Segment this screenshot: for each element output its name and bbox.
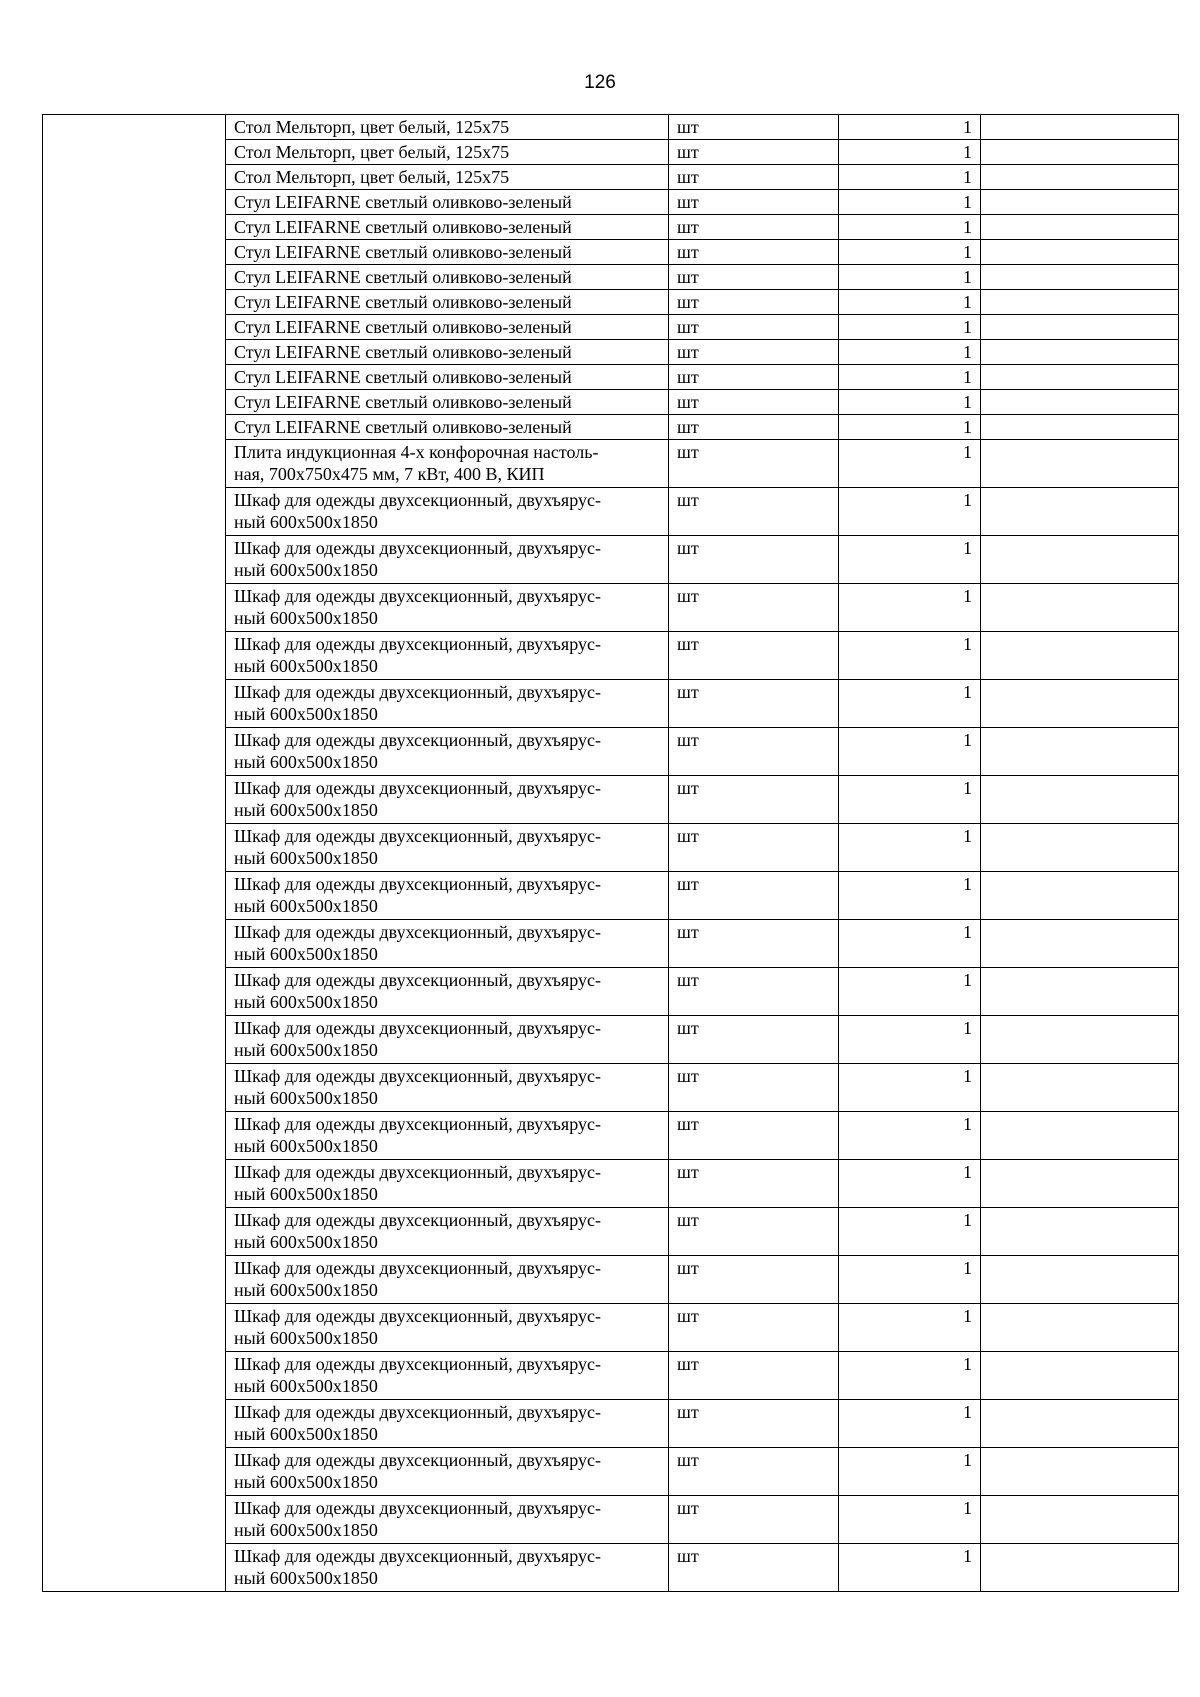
quantity-cell: 1 — [839, 536, 981, 584]
item-name-cell — [226, 824, 669, 872]
item-name-cell — [226, 340, 669, 365]
item-name-line: Стул LEIFARNE светлый оливково-зеленый — [234, 342, 572, 362]
note-cell — [981, 776, 1179, 824]
note-cell — [981, 1256, 1179, 1304]
unit-cell: шт — [669, 1016, 839, 1064]
item-name-line: ный 600х500х1850 — [234, 1568, 378, 1588]
item-name-cell — [226, 872, 669, 920]
note-cell — [981, 536, 1179, 584]
inventory-table — [42, 114, 1179, 1592]
note-cell — [981, 165, 1179, 190]
item-name-cell — [226, 140, 669, 165]
item-name-cell — [226, 728, 669, 776]
note-cell — [981, 488, 1179, 536]
quantity-cell: 1 — [839, 390, 981, 415]
item-name-line: Шкаф для одежды двухсекционный, двухъярус- — [234, 874, 601, 894]
note-cell — [981, 115, 1179, 140]
note-cell — [981, 632, 1179, 680]
unit-cell: шт — [669, 1256, 839, 1304]
note-cell — [981, 140, 1179, 165]
quantity-cell: 1 — [839, 728, 981, 776]
quantity-cell: 1 — [839, 584, 981, 632]
unit-cell: шт — [669, 1208, 839, 1256]
item-name-line: Стул LEIFARNE светлый оливково-зеленый — [234, 317, 572, 337]
item-name-line: ный 600х500х1850 — [234, 1088, 378, 1108]
unit-cell: шт — [669, 140, 839, 165]
item-name-line: Шкаф для одежды двухсекционный, двухъярус- — [234, 1066, 601, 1086]
quantity-cell: 1 — [839, 1256, 981, 1304]
quantity-cell: 1 — [839, 1448, 981, 1496]
item-name-line: ный 600х500х1850 — [234, 1376, 378, 1396]
item-name-cell — [226, 240, 669, 265]
note-cell — [981, 1496, 1179, 1544]
unit-cell: шт — [669, 165, 839, 190]
quantity-cell: 1 — [839, 1544, 981, 1592]
item-name-cell — [226, 1016, 669, 1064]
unit-cell: шт — [669, 776, 839, 824]
item-name-line: Шкаф для одежды двухсекционный, двухъярус- — [234, 1354, 601, 1374]
note-cell — [981, 584, 1179, 632]
item-name-line: Шкаф для одежды двухсекционный, двухъярус- — [234, 730, 601, 750]
item-name-line: Стул LEIFARNE светлый оливково-зеленый — [234, 192, 572, 212]
item-name-cell — [226, 1160, 669, 1208]
unit-cell: шт — [669, 536, 839, 584]
quantity-cell: 1 — [839, 968, 981, 1016]
note-cell — [981, 1400, 1179, 1448]
item-name-line: Шкаф для одежды двухсекционный, двухъярус- — [234, 1018, 601, 1038]
quantity-cell: 1 — [839, 1352, 981, 1400]
item-name-cell — [226, 440, 669, 488]
unit-cell: шт — [669, 1304, 839, 1352]
note-cell — [981, 1304, 1179, 1352]
unit-cell: шт — [669, 340, 839, 365]
note-cell — [981, 390, 1179, 415]
note-cell — [981, 340, 1179, 365]
note-cell — [981, 290, 1179, 315]
item-name-cell — [226, 1400, 669, 1448]
quantity-cell: 1 — [839, 824, 981, 872]
item-name-line: ный 600х500х1850 — [234, 704, 378, 724]
item-name-line: Стул LEIFARNE светлый оливково-зеленый — [234, 367, 572, 387]
note-cell — [981, 920, 1179, 968]
item-name-line: ный 600х500х1850 — [234, 656, 378, 676]
item-name-line: ный 600х500х1850 — [234, 512, 378, 532]
unit-cell: шт — [669, 115, 839, 140]
item-name-line: ный 600х500х1850 — [234, 1424, 378, 1444]
item-name-cell — [226, 1112, 669, 1160]
item-name-line: Шкаф для одежды двухсекционный, двухъярус- — [234, 778, 601, 798]
item-name-line: Шкаф для одежды двухсекционный, двухъярус- — [234, 922, 601, 942]
quantity-cell: 1 — [839, 1208, 981, 1256]
item-name-cell — [226, 1064, 669, 1112]
item-name-cell — [226, 215, 669, 240]
quantity-cell: 1 — [839, 1400, 981, 1448]
unit-cell: шт — [669, 632, 839, 680]
quantity-cell: 1 — [839, 215, 981, 240]
page-number: 126 — [584, 72, 616, 93]
quantity-cell: 1 — [839, 1016, 981, 1064]
unit-cell: шт — [669, 315, 839, 340]
unit-cell: шт — [669, 190, 839, 215]
quantity-cell: 1 — [839, 680, 981, 728]
item-name-cell — [226, 1448, 669, 1496]
unit-cell: шт — [669, 968, 839, 1016]
item-name-line: ный 600х500х1850 — [234, 1328, 378, 1348]
item-name-line: ный 600х500х1850 — [234, 560, 378, 580]
item-name-line: ный 600х500х1850 — [234, 992, 378, 1012]
item-name-cell — [226, 920, 669, 968]
note-cell — [981, 190, 1179, 215]
item-name-line: ная, 700х750х475 мм, 7 кВт, 400 В, КИП — [234, 464, 545, 484]
quantity-cell: 1 — [839, 290, 981, 315]
quantity-cell: 1 — [839, 365, 981, 390]
table-row — [43, 115, 1179, 140]
unit-cell: шт — [669, 365, 839, 390]
item-name-line: Шкаф для одежды двухсекционный, двухъярус- — [234, 1498, 601, 1518]
item-name-line: Стул LEIFARNE светлый оливково-зеленый — [234, 392, 572, 412]
item-name-line: ный 600х500х1850 — [234, 752, 378, 772]
item-name-line: Шкаф для одежды двухсекционный, двухъярус- — [234, 682, 601, 702]
unit-cell: шт — [669, 1352, 839, 1400]
note-cell — [981, 680, 1179, 728]
unit-cell: шт — [669, 390, 839, 415]
quantity-cell: 1 — [839, 315, 981, 340]
item-name-cell — [226, 488, 669, 536]
item-name-line: ный 600х500х1850 — [234, 1280, 378, 1300]
item-name-line: ный 600х500х1850 — [234, 608, 378, 628]
item-name-cell — [226, 265, 669, 290]
note-cell — [981, 872, 1179, 920]
item-name-line: Стул LEIFARNE светлый оливково-зеленый — [234, 267, 572, 287]
quantity-cell: 1 — [839, 265, 981, 290]
note-cell — [981, 1352, 1179, 1400]
quantity-cell: 1 — [839, 776, 981, 824]
quantity-cell: 1 — [839, 488, 981, 536]
item-name-line: Стол Мельторп, цвет белый, 125х75 — [234, 142, 510, 162]
item-name-line: Шкаф для одежды двухсекционный, двухъярус- — [234, 586, 601, 606]
quantity-cell: 1 — [839, 240, 981, 265]
quantity-cell: 1 — [839, 1160, 981, 1208]
item-name-line: Шкаф для одежды двухсекционный, двухъярус- — [234, 1546, 601, 1566]
unit-cell: шт — [669, 215, 839, 240]
unit-cell: шт — [669, 265, 839, 290]
unit-cell: шт — [669, 920, 839, 968]
item-name-line: Стол Мельторп, цвет белый, 125х75 — [234, 167, 510, 187]
item-name-line: Шкаф для одежды двухсекционный, двухъярус- — [234, 1306, 601, 1326]
item-name-line: ный 600х500х1850 — [234, 1184, 378, 1204]
section-number-cell — [43, 115, 226, 1592]
quantity-cell: 1 — [839, 632, 981, 680]
item-name-line: Шкаф для одежды двухсекционный, двухъярус- — [234, 634, 601, 654]
item-name-cell — [226, 536, 669, 584]
item-name-line: ный 600х500х1850 — [234, 1472, 378, 1492]
quantity-cell: 1 — [839, 190, 981, 215]
note-cell — [981, 1208, 1179, 1256]
unit-cell: шт — [669, 1112, 839, 1160]
unit-cell: шт — [669, 290, 839, 315]
item-name-cell — [226, 584, 669, 632]
note-cell — [981, 968, 1179, 1016]
quantity-cell: 1 — [839, 440, 981, 488]
unit-cell: шт — [669, 440, 839, 488]
quantity-cell: 1 — [839, 1064, 981, 1112]
item-name-cell — [226, 1544, 669, 1592]
item-name-line: Шкаф для одежды двухсекционный, двухъярус- — [234, 1258, 601, 1278]
note-cell — [981, 1544, 1179, 1592]
item-name-line: Шкаф для одежды двухсекционный, двухъярус- — [234, 490, 601, 510]
item-name-line: ный 600х500х1850 — [234, 1232, 378, 1252]
unit-cell: шт — [669, 584, 839, 632]
note-cell — [981, 1112, 1179, 1160]
item-name-line: Шкаф для одежды двухсекционный, двухъярус- — [234, 970, 601, 990]
quantity-cell: 1 — [839, 165, 981, 190]
note-cell — [981, 1016, 1179, 1064]
note-cell — [981, 824, 1179, 872]
item-name-line: Шкаф для одежды двухсекционный, двухъярус- — [234, 1162, 601, 1182]
note-cell — [981, 1448, 1179, 1496]
item-name-line: Стул LEIFARNE светлый оливково-зеленый — [234, 292, 572, 312]
item-name-line: ный 600х500х1850 — [234, 1136, 378, 1156]
quantity-cell: 1 — [839, 920, 981, 968]
note-cell — [981, 215, 1179, 240]
item-name-cell — [226, 1352, 669, 1400]
item-name-line: Шкаф для одежды двухсекционный, двухъярус- — [234, 1402, 601, 1422]
quantity-cell: 1 — [839, 872, 981, 920]
unit-cell: шт — [669, 680, 839, 728]
item-name-cell — [226, 165, 669, 190]
unit-cell: шт — [669, 240, 839, 265]
item-name-cell — [226, 415, 669, 440]
quantity-cell: 1 — [839, 1496, 981, 1544]
item-name-cell — [226, 290, 669, 315]
quantity-cell: 1 — [839, 1112, 981, 1160]
item-name-line: ный 600х500х1850 — [234, 1040, 378, 1060]
quantity-cell: 1 — [839, 140, 981, 165]
unit-cell: шт — [669, 415, 839, 440]
item-name-cell — [226, 1304, 669, 1352]
item-name-line: Стул LEIFARNE светлый оливково-зеленый — [234, 217, 572, 237]
item-name-cell — [226, 680, 669, 728]
item-name-line: ный 600х500х1850 — [234, 1520, 378, 1540]
note-cell — [981, 415, 1179, 440]
item-name-line: Стол Мельторп, цвет белый, 125х75 — [234, 117, 510, 137]
item-name-line: Шкаф для одежды двухсекционный, двухъярус- — [234, 826, 601, 846]
item-name-line: Шкаф для одежды двухсекционный, двухъярус- — [234, 538, 601, 558]
quantity-cell: 1 — [839, 1304, 981, 1352]
item-name-line: Шкаф для одежды двухсекционный, двухъярус- — [234, 1450, 601, 1470]
inventory-table-body — [43, 115, 1179, 1592]
unit-cell: шт — [669, 1400, 839, 1448]
note-cell — [981, 1064, 1179, 1112]
note-cell — [981, 365, 1179, 390]
item-name-line: Плита индукционная 4-х конфорочная настоль- — [234, 442, 599, 462]
item-name-cell — [226, 1208, 669, 1256]
item-name-line: ный 600х500х1850 — [234, 944, 378, 964]
unit-cell: шт — [669, 1496, 839, 1544]
unit-cell: шт — [669, 1160, 839, 1208]
quantity-cell: 1 — [839, 340, 981, 365]
note-cell — [981, 440, 1179, 488]
item-name-cell — [226, 390, 669, 415]
item-name-line: ный 600х500х1850 — [234, 896, 378, 916]
item-name-cell — [226, 115, 669, 140]
item-name-line: Стул LEIFARNE светлый оливково-зеленый — [234, 417, 572, 437]
item-name-line: ный 600х500х1850 — [234, 800, 378, 820]
quantity-cell: 1 — [839, 415, 981, 440]
item-name-cell — [226, 776, 669, 824]
item-name-cell — [226, 1256, 669, 1304]
unit-cell: шт — [669, 728, 839, 776]
note-cell — [981, 728, 1179, 776]
note-cell — [981, 240, 1179, 265]
note-cell — [981, 315, 1179, 340]
unit-cell: шт — [669, 872, 839, 920]
item-name-cell — [226, 190, 669, 215]
item-name-cell — [226, 365, 669, 390]
item-name-cell — [226, 632, 669, 680]
unit-cell: шт — [669, 824, 839, 872]
item-name-line: Шкаф для одежды двухсекционный, двухъярус- — [234, 1210, 601, 1230]
item-name-cell — [226, 1496, 669, 1544]
unit-cell: шт — [669, 488, 839, 536]
note-cell — [981, 265, 1179, 290]
item-name-line: Шкаф для одежды двухсекционный, двухъярус- — [234, 1114, 601, 1134]
item-name-line: ный 600х500х1850 — [234, 848, 378, 868]
unit-cell: шт — [669, 1544, 839, 1592]
note-cell — [981, 1160, 1179, 1208]
unit-cell: шт — [669, 1064, 839, 1112]
item-name-cell — [226, 315, 669, 340]
item-name-cell — [226, 968, 669, 1016]
item-name-line: Стул LEIFARNE светлый оливково-зеленый — [234, 242, 572, 262]
quantity-cell: 1 — [839, 115, 981, 140]
unit-cell: шт — [669, 1448, 839, 1496]
